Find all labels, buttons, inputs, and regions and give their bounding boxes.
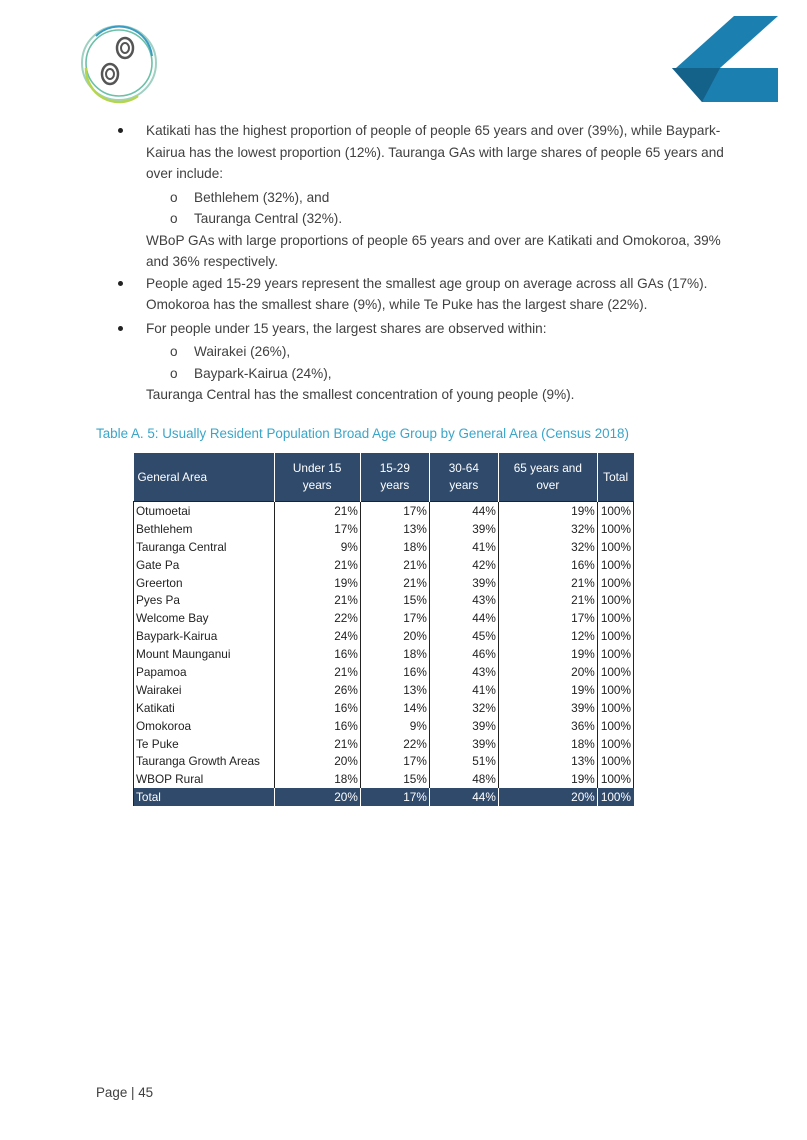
cell-value: 26% <box>274 681 360 699</box>
bullet-dot <box>118 128 123 133</box>
cell-value: 100% <box>597 591 633 609</box>
sub-text: Wairakei (26%), <box>194 344 291 359</box>
table-row <box>134 502 634 520</box>
cell-value: 100% <box>597 770 633 788</box>
cell-value: 32% <box>498 538 597 556</box>
cell-value: 21% <box>498 591 597 609</box>
row-label: Mount Maunganui <box>134 645 275 663</box>
cell-value: 21% <box>274 663 360 681</box>
bullet-dot <box>118 281 123 286</box>
cell-value: 19% <box>498 502 597 520</box>
cell-value: 15% <box>360 591 429 609</box>
table-row <box>134 574 634 592</box>
cell-value: 100% <box>597 556 633 574</box>
sub-marker: o <box>170 211 178 226</box>
table-row <box>134 681 634 699</box>
row-label: Tauranga Central <box>134 538 275 556</box>
cell-value: 32% <box>498 520 597 538</box>
cell-value: 18% <box>274 770 360 788</box>
table-row <box>134 735 634 753</box>
table-total-row <box>134 788 634 806</box>
cell-value: 19% <box>274 574 360 592</box>
cell-value: 32% <box>429 699 498 717</box>
col-header: General Area <box>134 453 275 502</box>
cell-value: 21% <box>274 735 360 753</box>
cell-value: 48% <box>429 770 498 788</box>
cell-value: 14% <box>360 699 429 717</box>
row-label: Greerton <box>134 574 275 592</box>
page-number: Page | 45 <box>96 1085 154 1100</box>
cell-value: 39% <box>429 574 498 592</box>
table-row <box>134 538 634 556</box>
cell-value: 19% <box>498 770 597 788</box>
cell-value: 24% <box>274 627 360 645</box>
cell-value: 44% <box>429 609 498 627</box>
cell-value: 17% <box>360 502 429 520</box>
cell-value: 18% <box>498 735 597 753</box>
blue-chevron-logo <box>672 16 778 102</box>
cell-value: 45% <box>429 627 498 645</box>
cell-value: 42% <box>429 556 498 574</box>
cell-value: 39% <box>429 520 498 538</box>
sub-text: Tauranga Central (32%). <box>194 211 343 226</box>
row-label: Tauranga Growth Areas <box>134 752 275 770</box>
cell-value: 16% <box>274 645 360 663</box>
row-label: Otumoetai <box>134 502 275 520</box>
row-label: Wairakei <box>134 681 275 699</box>
cell-value: 9% <box>360 717 429 735</box>
sub-item <box>96 187 746 209</box>
cell-value: 100% <box>597 735 633 753</box>
row-label: Papamoa <box>134 663 275 681</box>
footprints-circle-logo <box>78 22 160 104</box>
bullet-text: Katikati has the highest proportion of people of people 65 years and over (39%), while Baypark-Kairua has the lowest proportion (12%). Tauranga GAs with large shares of people 65 years and over include: <box>146 123 724 181</box>
cell-value: 16% <box>274 699 360 717</box>
cell-value: 18% <box>360 645 429 663</box>
sub-marker: o <box>170 189 178 205</box>
table-row <box>134 609 634 627</box>
col-header: 30-64 years <box>429 453 498 502</box>
cell-value: 43% <box>429 663 498 681</box>
table-row <box>134 752 634 770</box>
cell-value: 100% <box>597 538 633 556</box>
sub-item <box>96 363 746 385</box>
cell-value: 21% <box>274 502 360 520</box>
cell-value: 15% <box>360 770 429 788</box>
cell-value: 20% <box>498 663 597 681</box>
cell-value: 100% <box>597 752 633 770</box>
table-row <box>134 770 634 788</box>
cell-value: 39% <box>429 717 498 735</box>
total-label: Total <box>134 788 275 806</box>
cell-value: 39% <box>498 699 597 717</box>
cell-value: 17% <box>360 752 429 770</box>
cell-value: 21% <box>274 556 360 574</box>
row-label: Baypark-Kairua <box>134 627 275 645</box>
table-row <box>134 645 634 663</box>
row-label: Katikati <box>134 699 275 717</box>
cell-value: 100% <box>597 699 633 717</box>
cell-value: 39% <box>429 735 498 753</box>
age-group-table <box>133 453 634 806</box>
cell-value: 17% <box>274 520 360 538</box>
cell-value: 13% <box>360 681 429 699</box>
cell-value: 17% <box>360 609 429 627</box>
cell-value: 17% <box>498 609 597 627</box>
col-header: 15-29 years <box>360 453 429 502</box>
cell-value: 22% <box>360 735 429 753</box>
row-label: Omokoroa <box>134 717 275 735</box>
bullet-text: For people under 15 years, the largest shares are observed within: <box>146 320 547 336</box>
bullet-item <box>96 273 746 316</box>
continuation-text: WBoP GAs with large proportions of people 65 years and over are Katikati and Omokoroa, 39% and 36% respectively. <box>146 232 721 269</box>
cell-value: 16% <box>274 717 360 735</box>
sub-marker: o <box>170 365 178 381</box>
bullet-text: People aged 15-29 years represent the smallest age group on average across all GAs (17%). Omokoroa has the smallest share (9%), while Te Puke has the largest share (22%). <box>146 275 708 312</box>
body-text <box>96 120 746 406</box>
cell-value: 46% <box>429 645 498 663</box>
cell-value: 12% <box>498 627 597 645</box>
row-label: WBOP Rural <box>134 770 275 788</box>
table-row <box>134 663 634 681</box>
cell-value: 21% <box>274 591 360 609</box>
table-caption: Table A. 5: Usually Resident Population Broad Age Group by General Area (Census 2018) <box>96 426 629 441</box>
table-header-row <box>134 453 634 502</box>
cell-value: 18% <box>360 538 429 556</box>
cell-value: 100% <box>597 645 633 663</box>
table-row <box>134 520 634 538</box>
row-label: Welcome Bay <box>134 609 275 627</box>
cell-value: 16% <box>360 663 429 681</box>
col-header: Total <box>597 453 633 502</box>
cell-value: 41% <box>429 681 498 699</box>
table-row <box>134 717 634 735</box>
total-value: 20% <box>274 788 360 806</box>
sub-marker: o <box>170 344 178 359</box>
cell-value: 19% <box>498 681 597 699</box>
bullet-item <box>96 318 746 340</box>
sub-text: Bethlehem (32%), and <box>194 189 330 205</box>
table-row <box>134 699 634 717</box>
cell-value: 100% <box>597 574 633 592</box>
table-row <box>134 627 634 645</box>
table-row <box>134 591 634 609</box>
cell-value: 44% <box>429 502 498 520</box>
cell-value: 20% <box>274 752 360 770</box>
table-row <box>134 556 634 574</box>
total-value: 100% <box>597 788 633 806</box>
cell-value: 51% <box>429 752 498 770</box>
cell-value: 19% <box>498 645 597 663</box>
cell-value: 9% <box>274 538 360 556</box>
bullet-dot <box>118 326 123 331</box>
total-value: 20% <box>498 788 597 806</box>
total-value: 44% <box>429 788 498 806</box>
cell-value: 21% <box>498 574 597 592</box>
row-label: Te Puke <box>134 735 275 753</box>
cell-value: 100% <box>597 609 633 627</box>
cell-value: 13% <box>360 520 429 538</box>
sub-text: Baypark-Kairua (24%), <box>194 365 332 381</box>
cell-value: 36% <box>498 717 597 735</box>
cell-value: 100% <box>597 520 633 538</box>
cell-value: 22% <box>274 609 360 627</box>
row-label: Bethlehem <box>134 520 275 538</box>
cell-value: 21% <box>360 574 429 592</box>
cell-value: 13% <box>498 752 597 770</box>
sub-item <box>96 341 746 363</box>
row-label: Gate Pa <box>134 556 275 574</box>
sub-item <box>96 208 746 230</box>
cell-value: 43% <box>429 591 498 609</box>
cell-value: 20% <box>360 627 429 645</box>
cell-value: 100% <box>597 717 633 735</box>
cell-value: 100% <box>597 663 633 681</box>
col-header: 65 years and over <box>498 453 597 502</box>
cell-value: 41% <box>429 538 498 556</box>
cell-value: 21% <box>360 556 429 574</box>
cell-value: 100% <box>597 681 633 699</box>
cell-value: 100% <box>597 627 633 645</box>
cell-value: 100% <box>597 502 633 520</box>
continuation-text: Tauranga Central has the smallest concentration of young people (9%). <box>146 387 575 402</box>
row-label: Pyes Pa <box>134 591 275 609</box>
total-value: 17% <box>360 788 429 806</box>
bullet-item <box>96 120 746 185</box>
col-header: Under 15 years <box>274 453 360 502</box>
cell-value: 16% <box>498 556 597 574</box>
